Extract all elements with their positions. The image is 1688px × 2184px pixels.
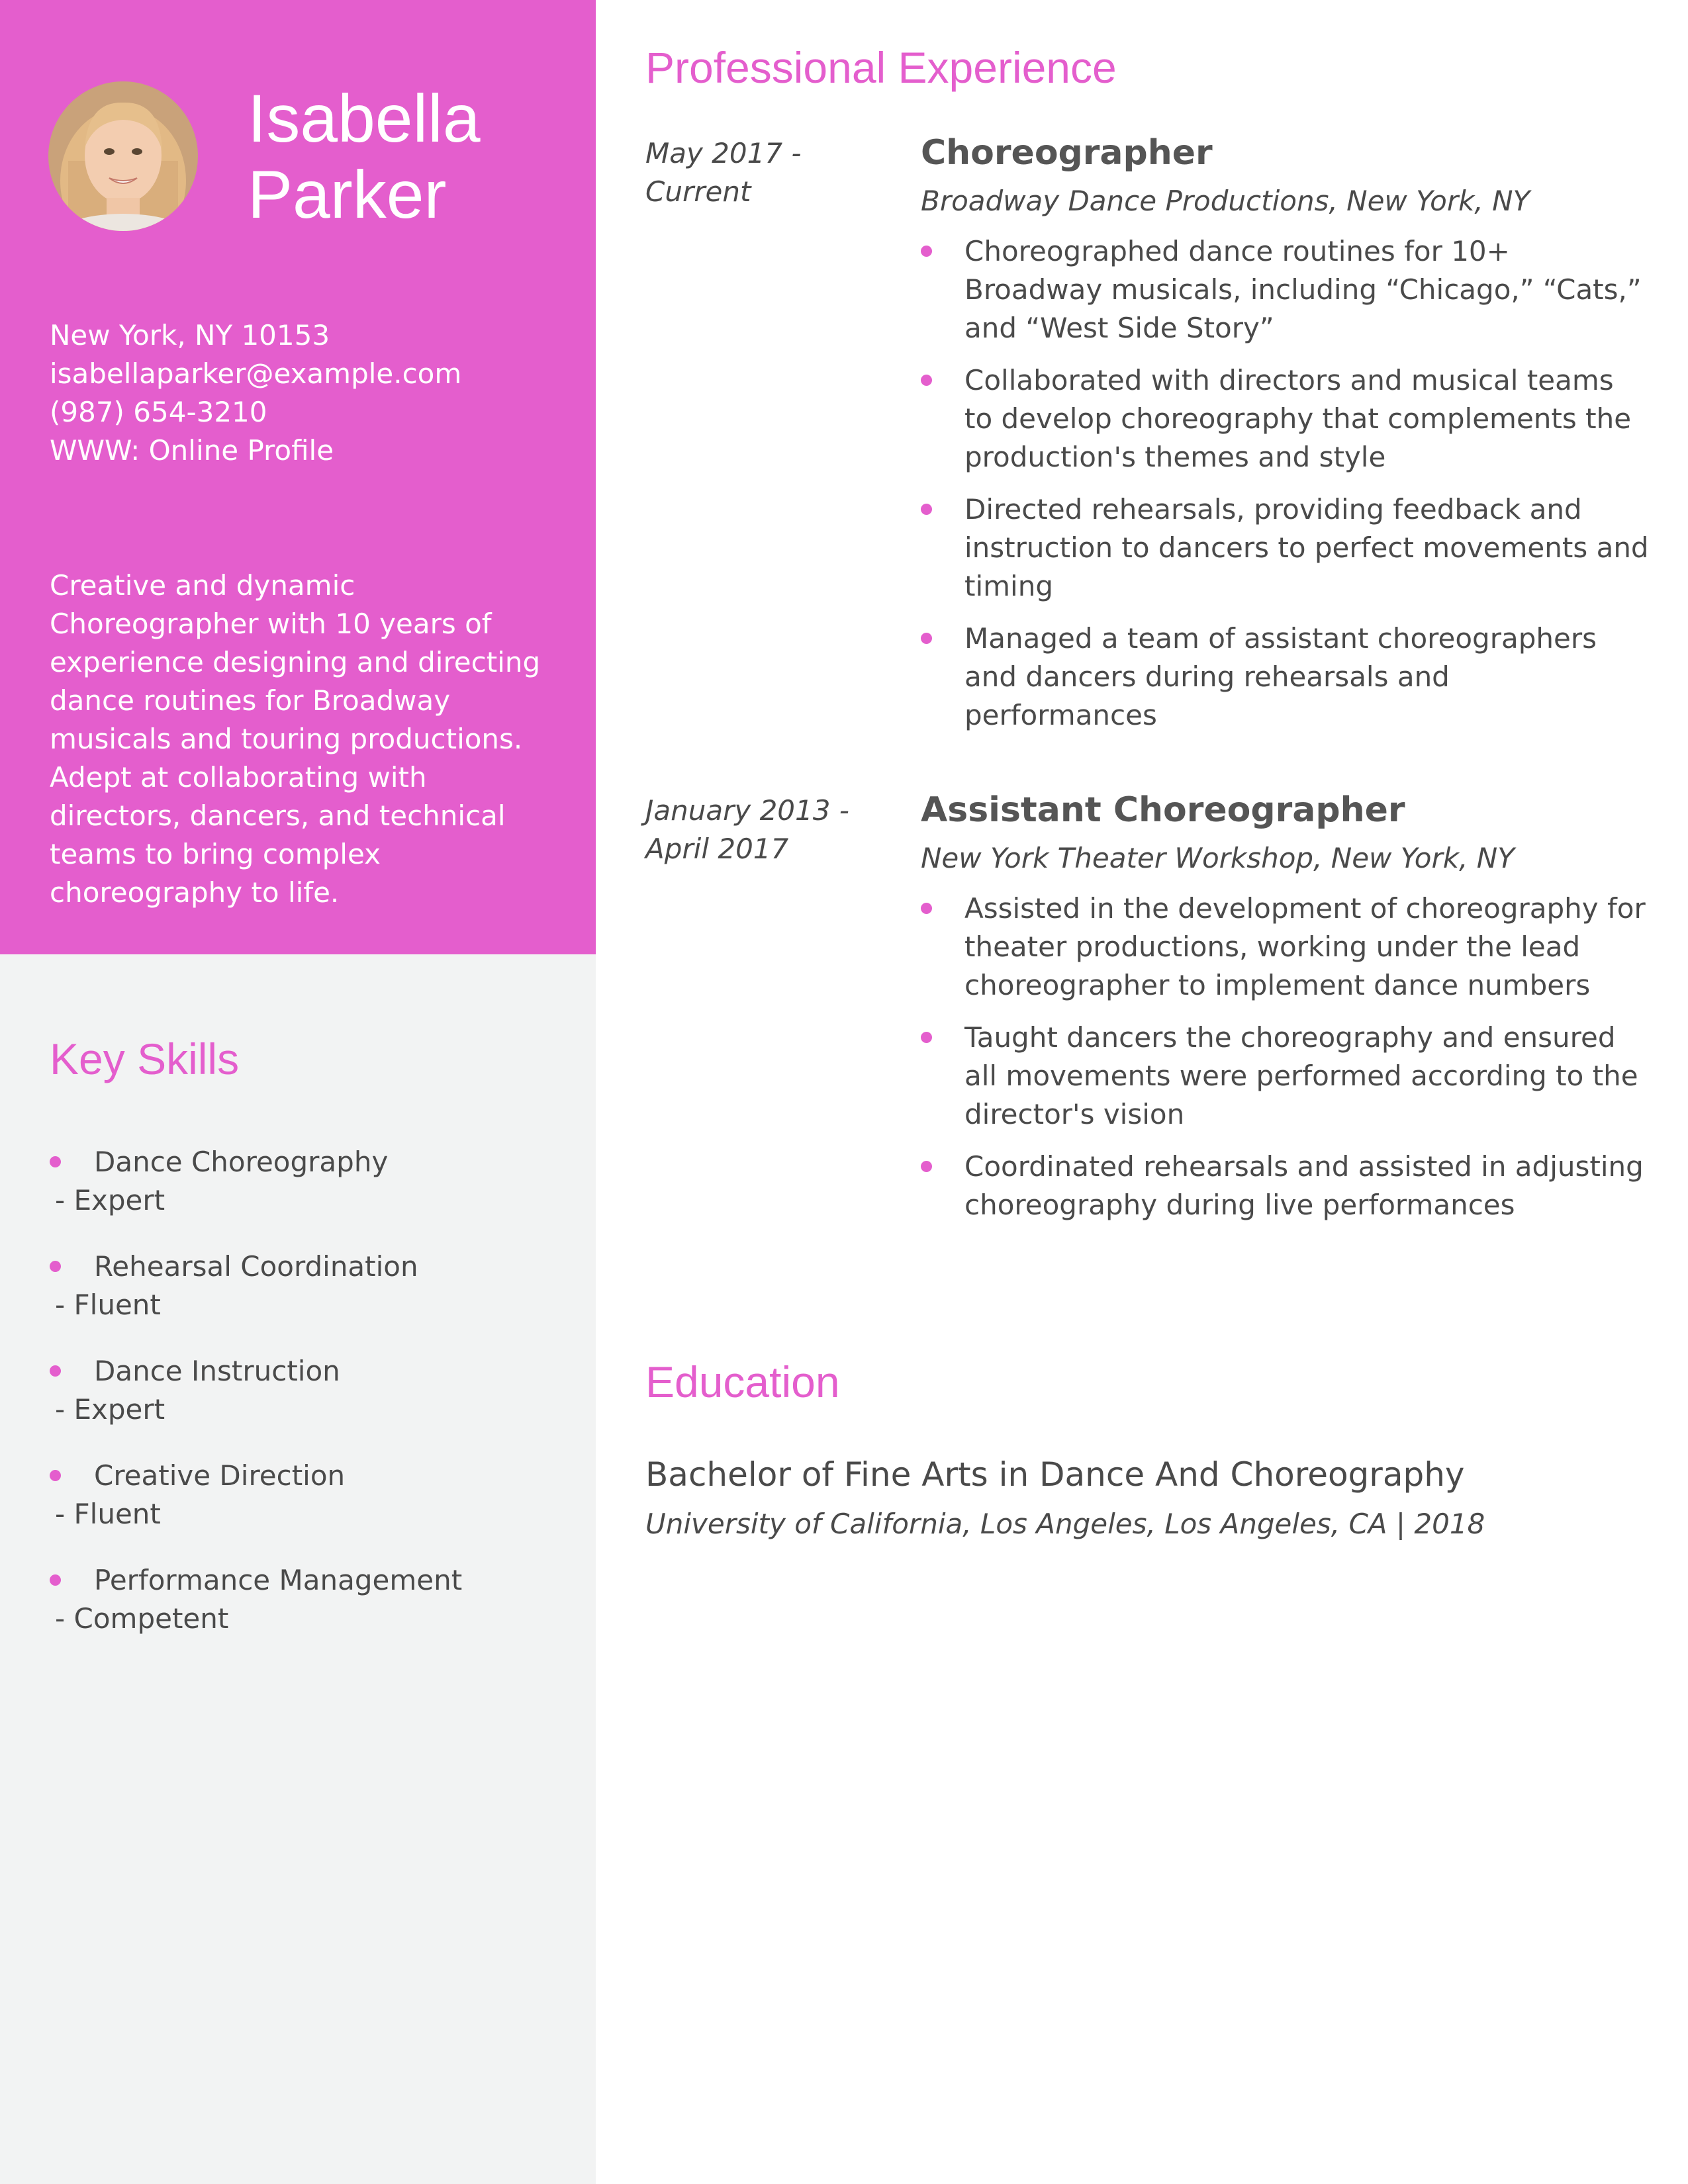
skill-name: Dance Instruction — [94, 1355, 340, 1387]
bullet-dot-icon — [50, 1261, 61, 1272]
skill-name: Creative Direction — [94, 1459, 346, 1492]
job-bullet-text: Assisted in the development of choreography for theater productions, working under the lead choreographer to implement dance numbers — [964, 892, 1646, 1001]
job-bullet — [921, 1148, 1649, 1224]
skill-name: Rehearsal Coordination — [94, 1250, 418, 1283]
skills-heading: Key Skills — [50, 1034, 240, 1083]
skill-item — [50, 1352, 566, 1457]
skill-level: - Fluent — [55, 1498, 161, 1530]
job-dates: May 2017 - Current — [645, 137, 802, 208]
job-bullets — [921, 232, 1649, 735]
education-degree: Bachelor of Fine Arts in Dance And Choreography — [645, 1455, 1465, 1494]
skill-name: Performance Management — [94, 1564, 463, 1596]
job-bullet — [921, 490, 1649, 606]
bullet-dot-icon — [50, 1574, 61, 1586]
contact-website[interactable]: WWW: Online Profile — [50, 434, 334, 467]
job-company: New York Theater Workshop, New York, NY — [921, 842, 1515, 874]
job-bullet-text: Taught dancers the choreography and ensured all movements were performed according to the director's vision — [964, 1021, 1638, 1130]
job-bullet — [921, 232, 1649, 347]
candidate-name: Isabella Parker — [248, 81, 481, 232]
contact-phone[interactable]: (987) 654-3210 — [50, 396, 267, 428]
profile-summary: Creative and dynamic Choreographer with 10 years of experience designing and directing dance routines for Broadway musicals and touring productions. Adept at collaborating with directors, dancers, and technical teams to bring complex choreography to life. — [50, 569, 541, 909]
skill-level: - Expert — [55, 1393, 165, 1426]
skill-item — [50, 1248, 566, 1352]
skills-list — [50, 1143, 566, 1666]
bullet-dot-icon — [50, 1156, 61, 1167]
bullet-dot-icon — [921, 903, 932, 914]
bullet-dot-icon — [921, 1161, 932, 1172]
contact-address: New York, NY 10153 — [50, 319, 330, 351]
sidebar-header — [0, 0, 596, 954]
job-title: Choreographer — [921, 133, 1213, 173]
skill-level: - Fluent — [55, 1289, 161, 1321]
skill-item — [50, 1561, 566, 1666]
experience-heading: Professional Experience — [645, 43, 1117, 92]
job-dates: January 2013 - April 2017 — [645, 794, 849, 865]
bullet-dot-icon — [921, 504, 932, 515]
avatar-photo-icon — [48, 81, 198, 231]
education-entry — [645, 1453, 1652, 1543]
skill-item — [50, 1457, 566, 1561]
skill-level: - Expert — [55, 1184, 165, 1216]
job-title: Assistant Choreographer — [921, 790, 1405, 830]
bullet-dot-icon — [921, 246, 932, 257]
job-bullet — [921, 1019, 1649, 1134]
job-bullet-text: Managed a team of assistant choreographers and dancers during rehearsals and performances — [964, 622, 1597, 731]
skill-item — [50, 1143, 566, 1248]
job-bullet-text: Choreographed dance routines for 10+ Broadway musicals, including “Chicago,” “Cats,” and “West Side Story” — [964, 235, 1642, 344]
education-heading: Education — [645, 1357, 840, 1406]
bullet-dot-icon — [921, 633, 932, 644]
job-company: Broadway Dance Productions, New York, NY — [921, 185, 1530, 217]
job-bullet-text: Coordinated rehearsals and assisted in adjusting choreography during live performances — [964, 1150, 1644, 1221]
sidebar — [0, 0, 596, 2184]
job-bullet — [921, 361, 1649, 477]
skill-level: - Competent — [55, 1602, 229, 1635]
job-bullet-text: Collaborated with directors and musical teams to develop choreography that complements the production's themes and style — [964, 364, 1632, 473]
job-bullet — [921, 889, 1649, 1005]
job-bullets — [921, 889, 1649, 1224]
education-school: University of California, Los Angeles, Los Angeles, CA | 2018 — [645, 1508, 1485, 1540]
bullet-dot-icon — [50, 1470, 61, 1481]
job-details — [921, 792, 1649, 1238]
bullet-dot-icon — [921, 375, 932, 386]
job-details — [921, 134, 1649, 749]
job-bullet — [921, 619, 1649, 735]
avatar — [48, 81, 198, 231]
bullet-dot-icon — [50, 1365, 61, 1377]
contact-block — [50, 316, 573, 470]
job-bullet-text: Directed rehearsals, providing feedback and instruction to dancers to perfect movements and timing — [964, 493, 1649, 602]
skill-name: Dance Choreography — [94, 1146, 389, 1178]
bullet-dot-icon — [921, 1032, 932, 1043]
contact-email[interactable]: isabellaparker@example.com — [50, 357, 462, 390]
